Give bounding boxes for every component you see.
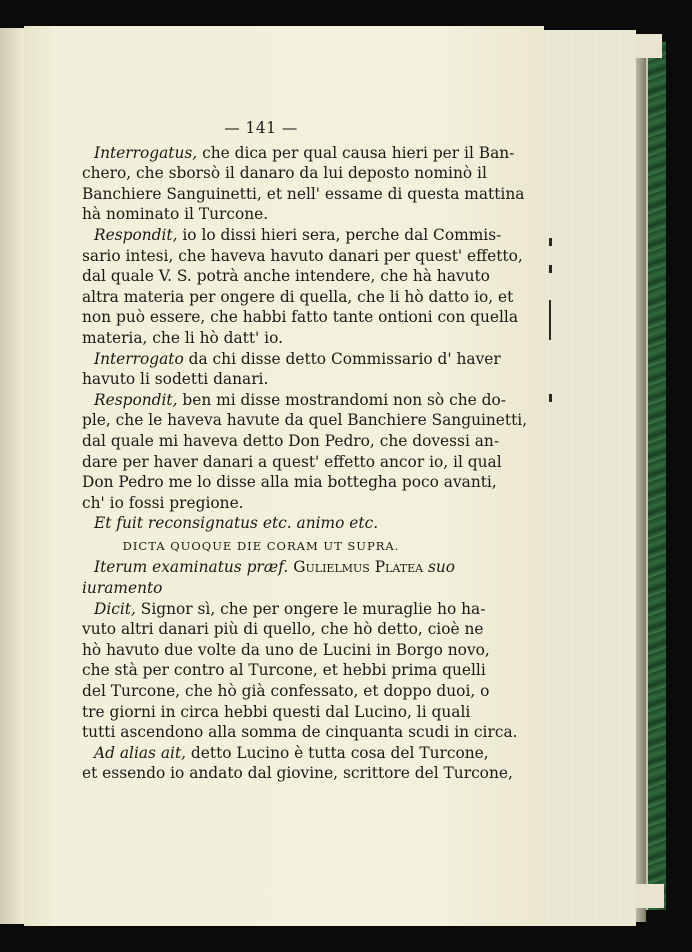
line-text: del Turcone, che hò già confessato, et doppo duoi, o — [82, 682, 490, 701]
text-line — [82, 472, 497, 493]
page-edge-mark — [549, 238, 552, 246]
line-text: ben mi disse mostrandomi non sò che do- — [177, 390, 506, 409]
line-text: ch' io fossi pregione. — [82, 493, 244, 512]
text-line — [82, 743, 489, 764]
line-text: dal quale V. S. potrà anche intendere, che hà havuto — [82, 267, 490, 286]
line-text: vuto altri danari più di quello, che hò detto, cioè ne — [82, 620, 484, 639]
line-text: dal quale mi haveva detto Don Pedro, che dovessi an- — [82, 431, 500, 450]
line-text: sario intesi, che haveva havuto danari per quest' effetto, — [82, 246, 523, 265]
cover-corner-bottom — [636, 884, 664, 908]
facing-page-edge — [0, 28, 24, 924]
text-line — [82, 225, 502, 246]
text-line — [82, 640, 490, 661]
text-block-2 — [82, 599, 518, 784]
italic-lead: Respondit, — [94, 225, 178, 244]
text-line — [82, 619, 484, 640]
line-text: hà nominato il Turcone. — [82, 205, 269, 224]
line-text: tutti ascendono alla somma de cinquanta scudi in circa. — [82, 723, 518, 742]
page-edge-mark — [549, 265, 552, 273]
examinatus-line-2: iuramento — [82, 579, 163, 598]
text-line — [82, 184, 525, 205]
text-line — [82, 349, 501, 370]
text-line — [82, 660, 486, 681]
text-line — [82, 493, 440, 514]
text-line — [82, 702, 471, 723]
line-text: ple, che le haveva havute da quel Banchiere Sanguinetti, — [82, 411, 528, 430]
examinatus-line — [82, 557, 456, 578]
text-line — [82, 287, 514, 308]
examinatus-italic: Iterum examinatus præf. — [94, 558, 289, 577]
line-text: materia, che li hò datt' io. — [82, 328, 283, 347]
line-text: che dica per qual causa hieri per il Ban- — [197, 143, 515, 162]
text-line — [82, 163, 487, 184]
text-line — [82, 513, 440, 534]
marbled-cover — [646, 42, 666, 910]
text-line — [82, 763, 513, 784]
text-line — [82, 328, 440, 349]
text-line — [82, 599, 486, 620]
cover-corner-top — [636, 34, 662, 58]
line-text: io lo dissi hieri sera, perche dal Commis- — [177, 225, 502, 244]
text-line — [82, 390, 506, 411]
text-line — [82, 681, 490, 702]
text-line — [82, 307, 519, 328]
italic-lead: Respondit, — [94, 390, 178, 409]
book-fore-edge — [544, 30, 636, 926]
text-line — [82, 410, 528, 431]
line-text: Don Pedro me lo disse alla mia bottegha poco avanti, — [82, 473, 497, 492]
examinatus-suo: suo — [427, 558, 456, 577]
text-line — [82, 204, 440, 225]
page-edge-mark — [549, 394, 552, 402]
italic-lead: Interrogatus, — [94, 143, 198, 162]
line-text: chero, che sborsò il danaro da lui deposto nominò il — [82, 164, 487, 183]
page-edge-mark — [549, 300, 551, 340]
text-line — [82, 266, 490, 287]
line-text: havuto li sodetti danari. — [82, 370, 269, 389]
line-text: tre giorni in circa hebbi questi dal Lucino, li quali — [82, 702, 471, 721]
line-text: che stà per contro al Turcone, et hebbi prima quelli — [82, 661, 486, 680]
page-number: — 141 — — [224, 119, 298, 137]
italic-lead: Dicit, — [94, 599, 136, 618]
italic-lead: Ad alias ait, — [94, 743, 187, 762]
italic-lead: Interrogato — [94, 349, 184, 368]
line-text: da chi disse detto Commissario d' haver — [183, 349, 501, 368]
line-text: altra materia per ongere di quella, che li hò datto io, et — [82, 287, 514, 306]
page-text — [82, 118, 528, 784]
section-heading: DICTA QUOQUE DIE CORAM UT SUPRA. — [122, 538, 400, 553]
text-block-1 — [82, 143, 528, 534]
line-text: hò havuto due volte da uno de Lucini in Borgo novo, — [82, 640, 490, 659]
text-line — [82, 143, 515, 164]
text-line — [82, 246, 523, 267]
italic-lead: Et fuit reconsignatus etc. animo etc. — [94, 514, 379, 533]
text-line — [82, 722, 518, 743]
line-text: Signor sì, che per ongere le muraglie ho ha- — [135, 599, 486, 618]
text-line — [82, 369, 440, 390]
witness-name: Gulielmus Platea — [293, 558, 424, 577]
text-line — [82, 431, 500, 452]
line-text: dare per haver danari a quest' effetto ancor io, il qual — [82, 452, 502, 471]
line-text: et essendo io andato dal giovine, scrittore del Turcone, — [82, 764, 513, 783]
line-text: non può essere, che habbi fatto tante ontioni con quella — [82, 308, 519, 327]
line-text: Banchiere Sanguinetti, et nell' essame di questa mattina — [82, 184, 525, 203]
line-text: detto Lucino è tutta cosa del Turcone, — [186, 743, 489, 762]
fore-edge-shadow — [636, 34, 646, 922]
text-line — [82, 452, 502, 473]
